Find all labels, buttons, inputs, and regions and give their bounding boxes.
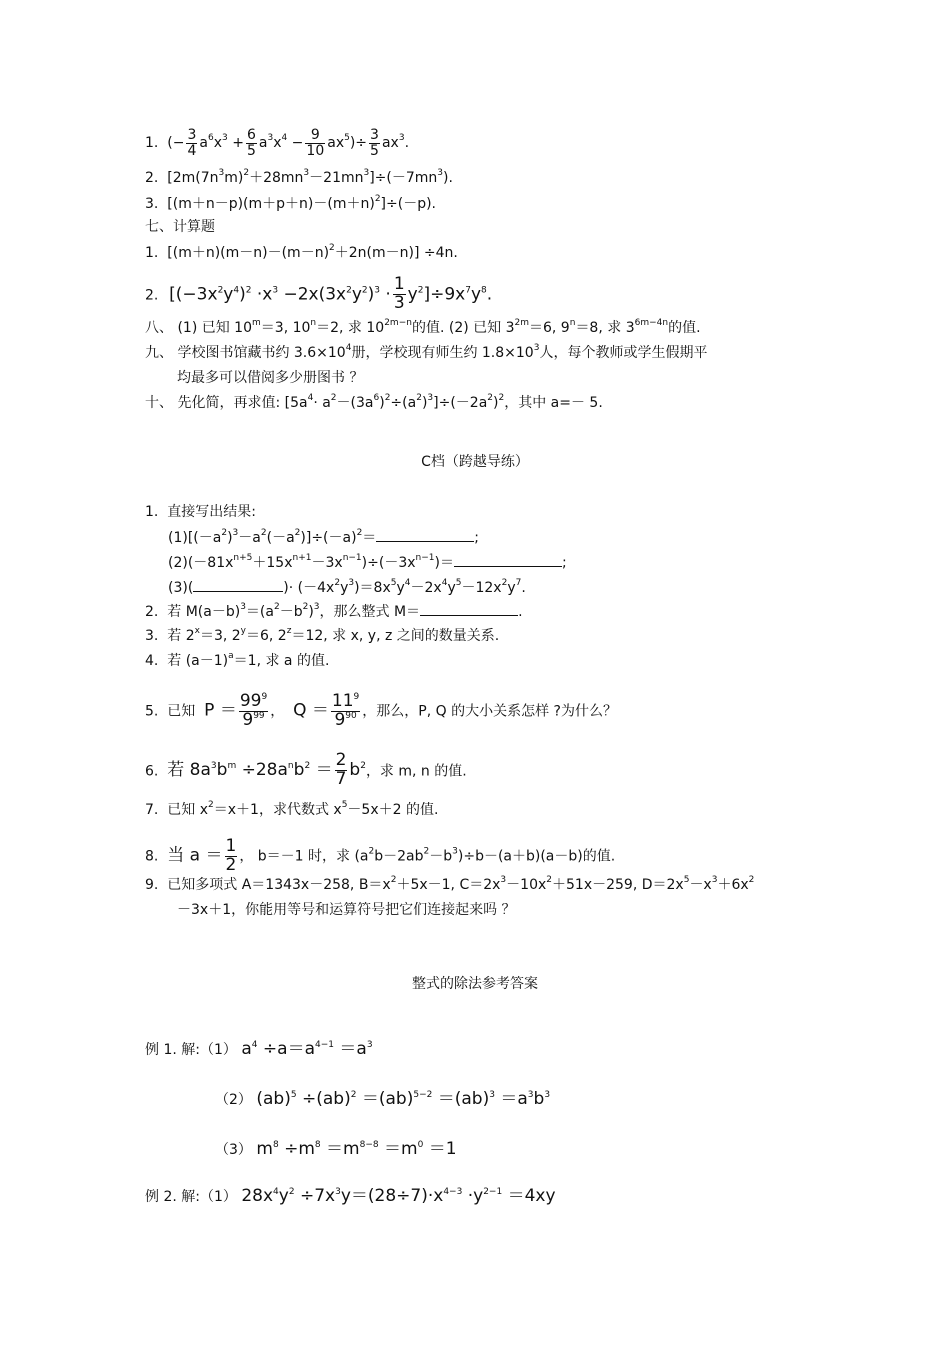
problem-7-2: 2. [$(-3x^2y^4)^2 \cdot x^3 -2x(3x^2y^2)^3$ · $\frac{1}{3}$ $y^2]\div 9x^7y^8$.: [145, 274, 493, 313]
c-problem-1-2: $(2)(-81x^{n+5}+15x^{n+1}-3x^{n-1})\div(-3x^{n-1})=$ ;: [168, 553, 567, 571]
section-7-title: 七、计算题: [145, 219, 215, 235]
c-problem-9-line1: 9. 已知多项式 A＝1343x－258, $B=x^2+5x-1$, $C=2x^3-10x^2+51x-259$, $D=2x^5-x^3+6x^2$: [145, 875, 755, 893]
c-problem-7: 7. 已知 $x^2=x+1$，求代数式 $x^5-5x+2$ 的值.: [145, 800, 439, 818]
answer-blank[interactable]: [376, 527, 474, 542]
answer-ex2-1: 例 2. 解:（1） $28x^4y^2 \div 7x^3y=(28\div 7)\cdot x^{4-3} \cdot y^{2-1} =4xy$: [145, 1186, 556, 1206]
answer-ex1-2: （2） $(ab)^5 \div(ab)^2 =(ab)^{5-2} =(ab)^3 =a^3b^3$: [215, 1089, 551, 1109]
answer-ex1-1: 例 1. 解:（1） $a^4 \div a=a^{4-1} =a^3$: [145, 1039, 373, 1059]
section-9-line2: 均最多可以借阅多少册图书 ？: [177, 370, 364, 386]
section-8: 八、 (1) 已知 $10^m=3$, $10^n=2$, 求 $10^{2m-n}$的值. (2) 已知 $3^{2m}=6$, $9^n=8$, 求 $3^{6m-4n}$的值.: [145, 318, 701, 336]
c-problem-1-3: (3)( )· $(-4x^2y^3)=8x^5y^4-2x^4y^5-12x^2y^7$.: [168, 578, 526, 596]
problem-7-1: 1. $[(m+n)(m-n)-(m-n)^2+2n(m-n)] \div 4n$.: [145, 243, 458, 261]
c-problem-4: 4. 若 $(a-1)^a=1$, 求 a 的值.: [145, 651, 330, 669]
section-c-title: C档（跨越导练）: [421, 454, 529, 470]
problem-6-3: 3. $[(m+n-p)(m+p+n)-(m+n)^2]\div(-p)$.: [145, 194, 436, 212]
answer-blank[interactable]: [454, 552, 562, 567]
c-problem-9-line2: －3x＋1，你能用等号和运算符号把它们连接起来吗 ？: [177, 902, 516, 918]
problem-6-2: 2. $[2m(7n^3m)^2+28mn^3-21mn^3]\div(-7mn^3)$.: [145, 168, 453, 186]
answers-title: 整式的除法参考答案: [412, 976, 538, 992]
c-problem-1-1: $(1)[(-a^2)^3-a^2(-a^2)]\div(-a)^2=$ ;: [168, 528, 480, 546]
problem-6-1: 1. (− $\frac{3}{4}$ $a^6x^3$ + $\frac{6}{5}$ $a^3x^4$ − $\frac{9}{10}$ $ax^5)\div$ $\frac{3}{5}$ $ax^3$.: [145, 127, 410, 159]
section-9-line1: 九、 学校图书馆藏书约 $3.6\times 10^4$册，学校现有师生约 $1.8\times 10^3$人，每个教师或学生假期平: [145, 343, 708, 361]
answer-blank[interactable]: [193, 577, 283, 592]
c-problem-3: 3. 若 $2^x=3$, $2^y=6$, $2^z=12$, 求 x, y, z 之间的数量关系.: [145, 626, 500, 644]
c-problem-8: 8. 当 a ＝ $\frac{1}{2}$ ， b＝－1 时，求 $(a^2b-2ab^2-b^3)\div b-(a+b)(a-b)$的值.: [145, 836, 616, 875]
section-10: 十、 先化简，再求值: $[5a^4\cdot a^2-(3a^6)^2\div(a^2)^3]\div(-2a^2)^2$，其中 a=－ 5.: [145, 393, 603, 411]
answer-ex1-3: （3） $m^8 \div m^8 =m^{8-8} =m^0 =1$: [215, 1139, 457, 1159]
c-problem-6: 6. 若 $8a^3b^m \div 28a^nb^2$ ＝ $\frac{2}{7}$ $b^2$，求 m, n 的值.: [145, 750, 467, 789]
answer-blank[interactable]: [420, 601, 518, 616]
c-problem-2: 2. 若 $M(a-b)^3=(a^2-b^2)^3$，那么整式 M＝ .: [145, 602, 523, 620]
c-problem-5: 5. 已知 P ＝ $\frac{99^9}{9^{99}}$ ， Q ＝ $\frac{11^9}{9^{90}}$ ，那么，P, Q 的大小关系怎样 ?为什么？: [145, 691, 617, 730]
c-problem-1: 1. 直接写出结果:: [145, 504, 256, 520]
